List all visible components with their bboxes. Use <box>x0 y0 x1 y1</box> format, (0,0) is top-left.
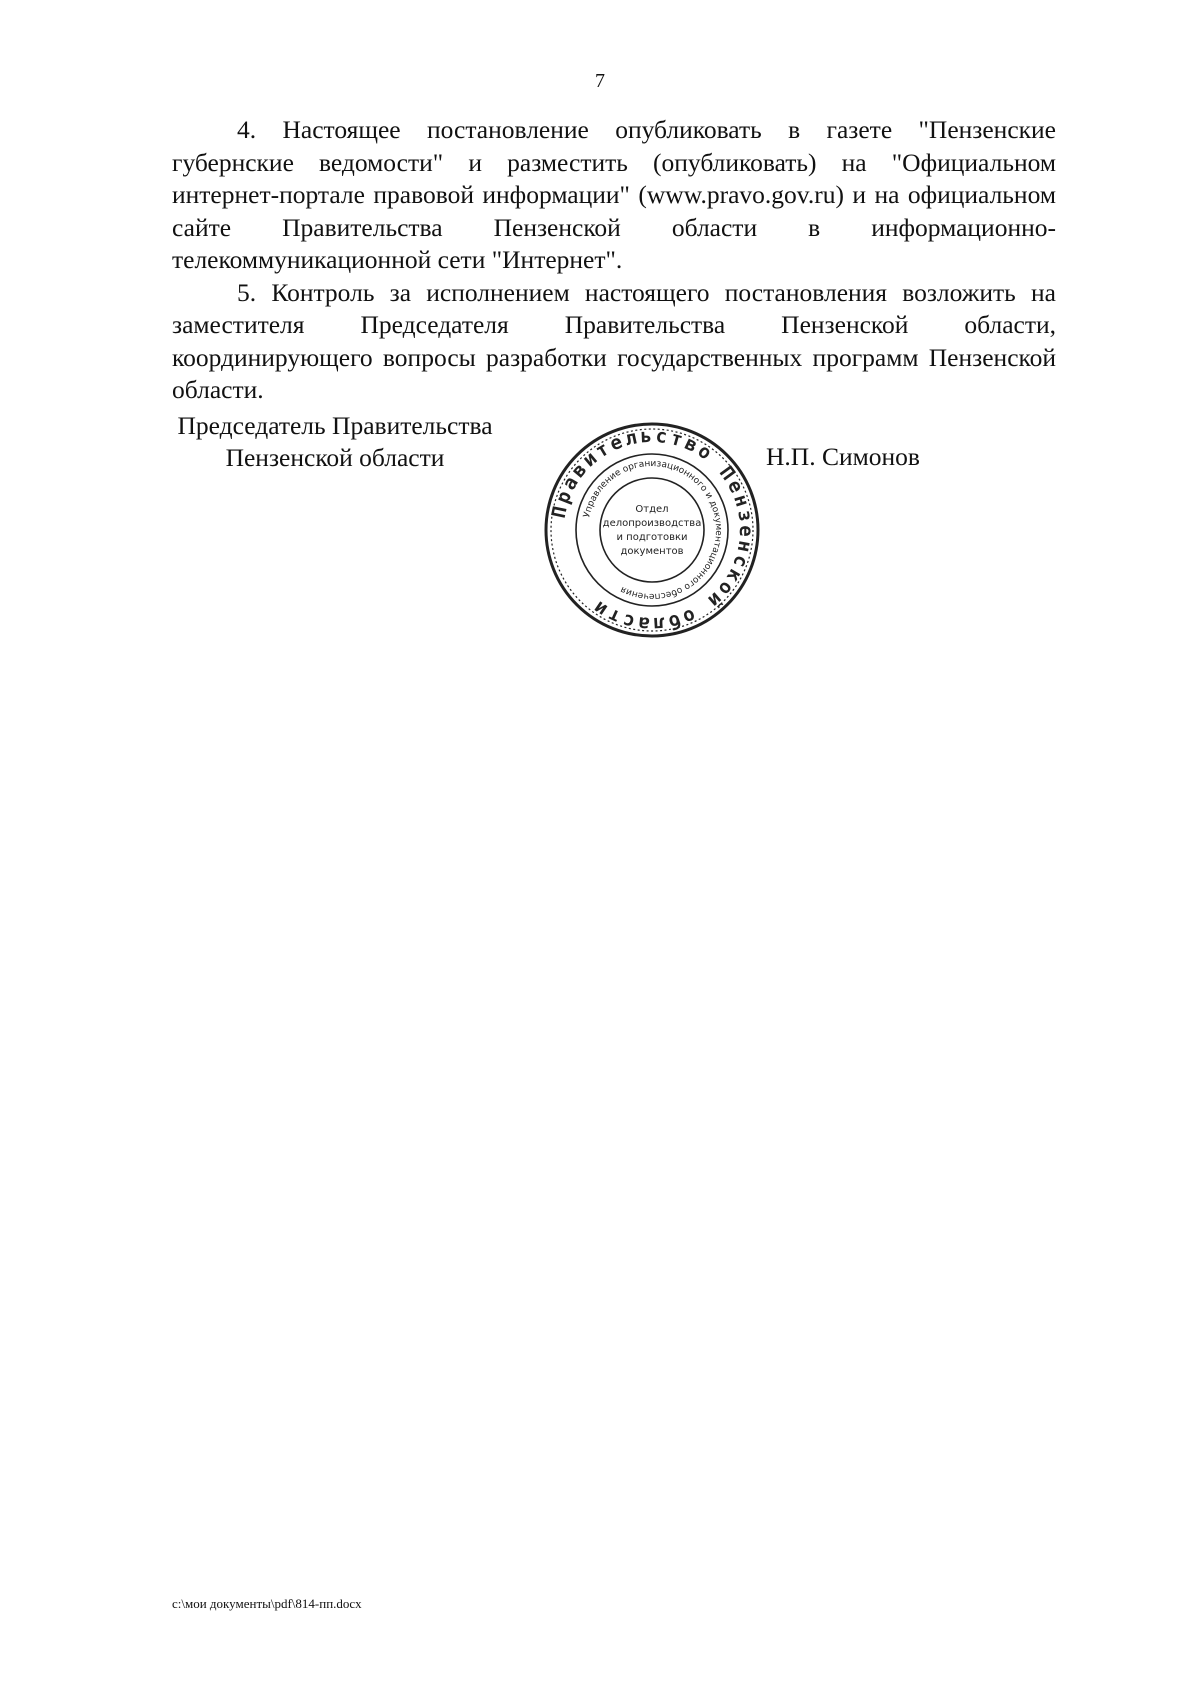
signatory-title-line2: Пензенской области <box>225 443 445 472</box>
seal-outer-text: Правительство Пензенской области <box>547 424 758 636</box>
seal-center-line4: документов <box>620 546 684 557</box>
svg-text:Управление организационного и <box>582 459 723 601</box>
signatory-title <box>160 410 510 474</box>
svg-text:Правительство Пензенской облас <box>548 425 757 635</box>
seal-center-line1: Отдел <box>635 504 669 515</box>
signatory-name: Н.П. Симонов <box>766 442 920 471</box>
seal-ring-text: Управление организационного и документационного обеспечения <box>582 458 724 602</box>
seal-center-line2: делопроизводства <box>602 518 702 529</box>
paragraph-4: 4. Настоящее постановление опубликовать в газете "Пензенские губернские ведомости" и разместить (опубликовать) на "Официальном интернет-портале правовой информации" (www.pravo.gov.ru) и на официальном сайте Правительства Пензенской области в информационно-телекоммуникационной сети "Интернет". <box>172 115 1056 274</box>
paragraph-5: 5. Контроль за исполнением настоящего постановления возложить на заместителя Председателя Правительства Пензенской области, координирующего вопросы разработки государственных программ Пензенской области. <box>172 277 1056 404</box>
page-number: 7 <box>595 70 605 92</box>
seal-graphic <box>540 418 764 642</box>
document-body <box>172 114 1056 407</box>
seal-center-line3: и подготовки <box>616 532 688 543</box>
signatory-title-line1: Председатель Правительства <box>177 411 493 440</box>
footer-file-path: c:\мои документы\pdf\814-пп.docx <box>172 1596 362 1611</box>
official-seal <box>540 418 764 642</box>
